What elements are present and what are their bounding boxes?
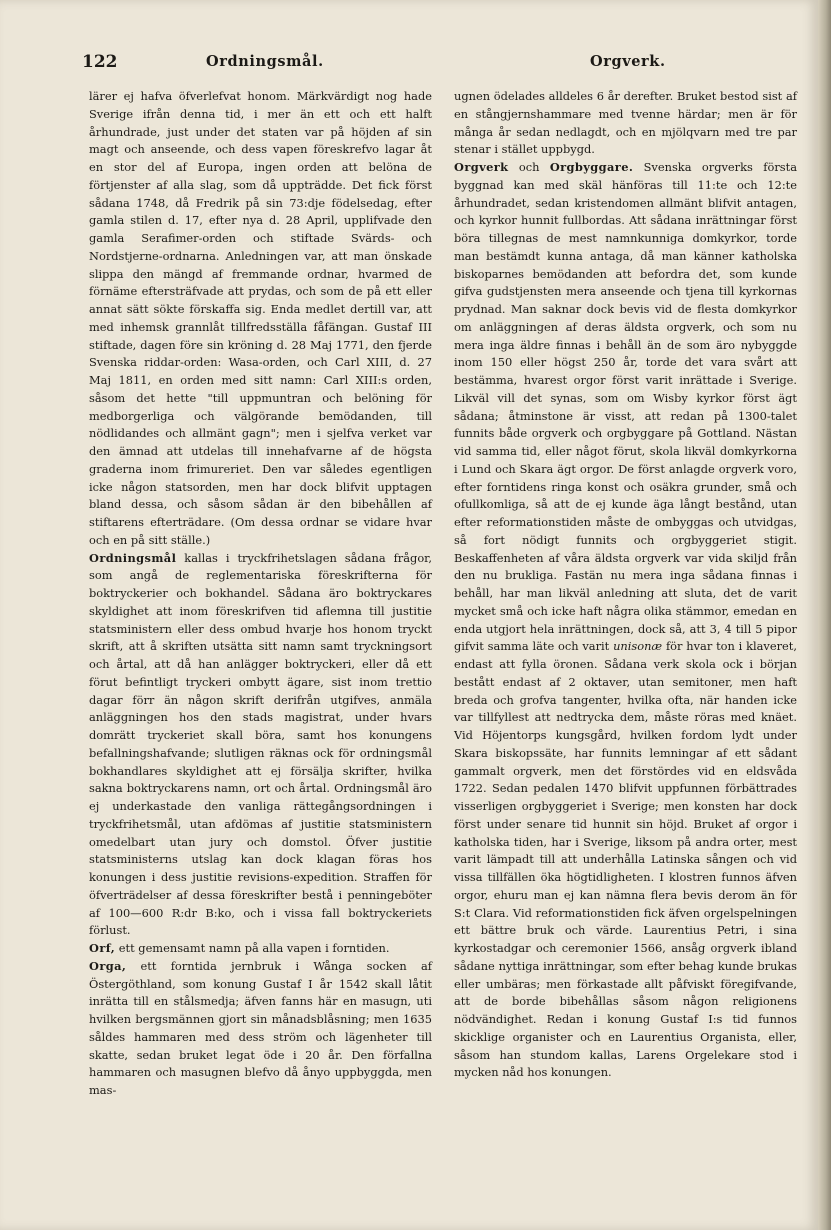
entry-headword: Orgverk (454, 160, 509, 174)
entry-headword-2: Orgbyggare. (549, 160, 634, 174)
paragraph-continuation (454, 88, 797, 159)
entry-text: ett gemensamt namn på alla vapen i forntiden. (115, 941, 390, 955)
entry-orgverk (454, 159, 797, 1082)
running-head-left: Ordningsmål. (206, 53, 324, 70)
entry-ordningsmal (89, 550, 432, 941)
entry-text: ett forntida jernbruk i Wånga socken af Östergöthland, som konung Gustaf I år 1542 skall låtit inrätta till en stålsmedja; äfven fanns här en masugn, uti hvilken bergsmännen gjort sin månadsblåsning; men 1635 såldes hammaren med dess ström och lägenheter till skatte, sedan bruket legat öde i 20 år. Den förfallna hammaren och masugnen blefvo då ånyo uppbyggda, men mas- (89, 958, 432, 1097)
page-number: 122 (82, 52, 118, 72)
entry-headword: Ordningsmål (89, 550, 177, 565)
paragraph-text: ugnen ödelades alldeles 6 år derefter. Bruket bestod sist af en stångjernshammare med tvenne härdar; men är för många år sedan nedlagdt, och en mjölqvarn med tre par stenar i stället uppbygd. (454, 89, 797, 157)
entry-connector: och (508, 160, 550, 174)
entry-text: kallas i tryckfrihetslagen sådana frågor, som angå de reglementariska föreskrifterna för boktryckerier och bokhandel. Sådana äro boktryckares skyldighet att inom föreskrifven tid aflemna till justitie statsministern eller dess ombud hvarje hos honom tryckt skrift, att å skriften utsätta sitt namn samt tryckningsort och årtal, att då han anlägger boktryckeri, eller då ett förut befintligt tryckeri ombytt ägare, sist inom trettio dagar förr än någon skrift derifrån utgifves, anmäla anläggningen hos den stads magistrat, under hvars domrätt tryckeriet skall böra, samt hos konungens befallningshafvande; slutligen räknas ock för ordningsmål bokhandlares skyldighet att ej försälja skrifter, hvilka sakna boktryckarens namn, ort och årtal. Ordningsmål äro ej underkastade den vanliga rättegångsordningen i tryckfrihetsmål, utan afdömas af justitie statsministern omedelbart utan jury och domstol. Öfver justitie statsministerns utslag kan dock klagan föras hos konungen i dess justitie revisions-expedition. Straffen för öfverträdelser af dessa föreskrifter bestå i penningeböter af 100—600 R:dr B:ko, och i vissa fall boktryckeriets förlust. (89, 550, 432, 938)
entry-text-cont: för hvar ton i klaveret, endast att fylla öronen. Sådana verk skola ock i början bestått endast af 2 oktaver, utan semitoner, men haft breda och grofva tangenter, hvilka ofta, när handen icke var tillfyllest att nedtrycka dem, måste röras med knäet. Vid Höjentorps kungsgård, hvilken fordom lydt under Skara biskopssäte, har funnits lemningar af ett sådant gammalt orgverk, men det förstördes vid en eldsvåda 1722. Sedan pedalen 1470 blifvit uppfunnen förbättrades visserligen orgbyggeriet i Sverige; men konsten har dock först under senare tid hunnit sin höjd. Bruket af orgor i katholska tiden, har i Sverige, liksom på andra orter, mest varit lämpadt till att underhålla Latinska sången och vid vissa tillfällen öka högtidligheten. I klostren funnos äfven orgor, ehuru man ej kan nämna flera bevis derom än för S:t Clara. Vid reformationstiden fick äfven orgelspelningen ett bättre bruk och värde. Laurentius Petri, i sina kyrkostadgar och ceremonier 1566, ansåg orgverk ibland sådane nyttiga inrättningar, som efter behag kunde brukas eller umbäras; men förkastade allt påfviskt föregifvande, att de borde bibehållas såsom någon religionens nödvändighet. Redan i konung Gustaf I:s tid funnos skicklige organister och en Laurentius Organista, eller, såsom han stundom kallas, Larens Orgelekare stod i mycken nåd hos konungen. (454, 639, 797, 1080)
entry-orf (89, 940, 432, 958)
running-head-right: Orgverk. (590, 53, 666, 70)
page-edge (818, 0, 831, 1230)
entry-headword: Orf, (89, 941, 116, 955)
entry-headword: Orga, (89, 958, 127, 973)
left-column (89, 88, 432, 1100)
right-column (454, 88, 797, 1082)
entry-orga (89, 958, 432, 1100)
paragraph-continuation (89, 88, 432, 550)
paragraph-text: lärer ej hafva öfverlefvat honom. Märkvärdigt nog hade Sverige ifrån denna tid, i mer än ett och ett halft århundrade, just under det staten var på höjden af sin magt och anseende, och dess vapen föreskrefvo lagar åt en stor del af Europa, ingen orden att belöna de förtjenster af alla slag, som då uppträdde. Det fick först sådana 1748, då Fredrik på sin 73:dje födelsedag, efter gamla stilen d. 17, efter nya d. 28 April, upplifvade den gamla Serafimer-orden och stiftade Svärds- och Nordstjerne-ordnarna. Anledningen var, att man önskade slippa den mängd af fremmande ordnar, hvarmed de förnäme eftersträfvade att prydas, och som de på ett eller annat sätt sökte förskaffa sig. Enda medlet dertill var, att med inhemsk grannlåt tillfredsställa fåfängan. Gustaf III stiftade, dagen före sin kröning d. 28 Maj 1771, den fjerde Svenska riddar-orden: Wasa-orden, och Carl XIII, d. 27 Maj 1811, en orden med sitt namn: Carl XIII:s orden, såsom det hette "till uppmuntran och belöning för medborgerliga och välgörande bemödanden, till nödlidandes och allmänt gagn"; men i sjelfva verket var den ämnad att utdelas till innehafvarne af de högsta graderna inom frimureriet. Den var således egentligen icke någon statsorden, men har dock blifvit upptagen bland dessa, och såsom sådan är den bibehållen af stiftarens efterträdare. (Om dessa ordnar se vidare hvar och en på sitt ställe.) (89, 89, 432, 547)
entry-text: Svenska orgverks första byggnad kan med skäl hänföras till 11:te och 12:te århundradet, sedan kristendomen allmänt blifvit antagen, och kyrkor hunnit fullbordas. Att sådana inrättningar först böra tillegnas de mest namnkunniga domkyrkor, torde man bestämdt kunna antaga, då man känner katholska biskoparnes bemödanden att befordra det, som kunde gifva gudstjensten mera anseende och tjena till kyrkornas prydnad. Man saknar dock bevis vid de flesta domkyrkor om anläggningen af deras äldsta orgverk, och som nu mera inga äldre finnas i behåll än de som äro nybyggde inom 150 eller högst 250 år, torde det vara svårt att bestämma, hvarest orgor först varit inrättade i Sverige. Likväl vill det synas, som om Wisby kyrkor först ägt sådana; åtminstone är visst, att redan på 1300-talet funnits både orgverk och orgbyggare på Gottland. Nästan vid samma tid, eller något förut, skola likväl domkyrkorna i Lund och Skara ägt orgor. De först anlagde orgverk voro, efter forntidens ringa konst och osäkra grunder, små och ofullkomliga, så att de ej kunde äga långt bestånd, utan efter reformationstiden måste de ombyggas och utvidgas, så fort nödigt funnits och orgbyggeriet stigit. Beskaffenheten af våra äldsta orgverk var vida skiljd från den nu brukliga. Fastän nu mera inga sådana finnas i behåll, har man likväl anledning att sluta, det de varit mycket små och icke haft några olika stämmor, emedan en enda utgjort hela inrättningen, dock så, att 3, 4 till 5 pipor gifvit samma läte och varit (454, 160, 797, 654)
italic-term: unisonæ (613, 639, 663, 654)
